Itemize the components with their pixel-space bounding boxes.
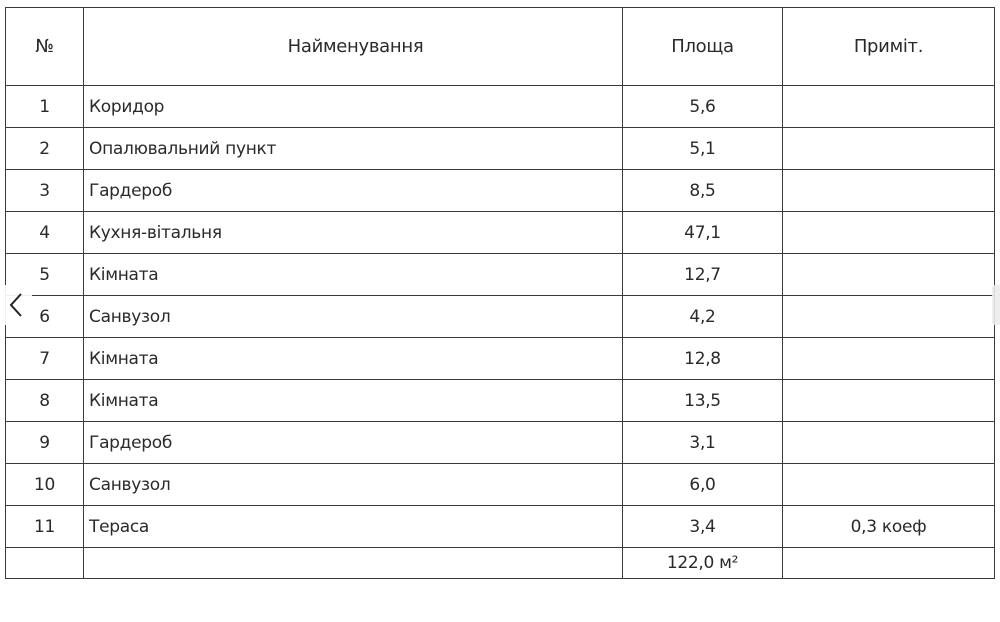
row-area: 6,0 — [623, 464, 783, 506]
table-header-row — [6, 8, 995, 86]
row-note — [783, 338, 995, 380]
table-row — [6, 422, 995, 464]
row-number: 6 — [6, 296, 84, 338]
row-note — [783, 464, 995, 506]
total-number-cell — [6, 548, 84, 579]
total-row — [6, 548, 995, 579]
row-note: 0,3 коеф — [783, 506, 995, 548]
row-number: 9 — [6, 422, 84, 464]
row-number: 5 — [6, 254, 84, 296]
row-name: Кiмната — [84, 380, 623, 422]
row-note — [783, 380, 995, 422]
total-area: 122,0 м² — [623, 548, 783, 579]
row-note — [783, 212, 995, 254]
table-row — [6, 128, 995, 170]
row-name: Кухня-вiтальня — [84, 212, 623, 254]
row-number: 7 — [6, 338, 84, 380]
row-number: 8 — [6, 380, 84, 422]
room-area-table — [5, 7, 995, 579]
row-area: 8,5 — [623, 170, 783, 212]
row-name: Тераса — [84, 506, 623, 548]
row-number: 4 — [6, 212, 84, 254]
row-name: Кiмната — [84, 338, 623, 380]
chevron-left-icon — [8, 292, 24, 318]
row-area: 47,1 — [623, 212, 783, 254]
header-area: Площа — [623, 8, 783, 86]
row-name: Гардероб — [84, 170, 623, 212]
row-area: 12,7 — [623, 254, 783, 296]
row-name: Кiмната — [84, 254, 623, 296]
row-name: Санвузол — [84, 464, 623, 506]
table-row — [6, 212, 995, 254]
row-name: Опалювальний пункт — [84, 128, 623, 170]
row-area: 5,6 — [623, 86, 783, 128]
row-area: 5,1 — [623, 128, 783, 170]
header-name: Найменування — [84, 8, 623, 86]
row-note — [783, 128, 995, 170]
row-area: 12,8 — [623, 338, 783, 380]
header-number: № — [6, 8, 84, 86]
header-note: Примiт. — [783, 8, 995, 86]
total-name-cell — [84, 548, 623, 579]
table-row — [6, 86, 995, 128]
row-name: Коридор — [84, 86, 623, 128]
table-row — [6, 254, 995, 296]
row-note — [783, 254, 995, 296]
row-number: 1 — [6, 86, 84, 128]
row-area: 3,1 — [623, 422, 783, 464]
previous-image-button[interactable] — [0, 285, 32, 325]
row-note — [783, 170, 995, 212]
table-row — [6, 506, 995, 548]
row-number: 11 — [6, 506, 84, 548]
row-note — [783, 296, 995, 338]
table-row — [6, 464, 995, 506]
total-note-cell — [783, 548, 995, 579]
row-note — [783, 86, 995, 128]
table-row — [6, 296, 995, 338]
row-name: Гардероб — [84, 422, 623, 464]
row-name: Санвузол — [84, 296, 623, 338]
row-area: 13,5 — [623, 380, 783, 422]
table-row — [6, 170, 995, 212]
row-number: 3 — [6, 170, 84, 212]
next-image-button[interactable] — [992, 285, 1000, 325]
table-row — [6, 380, 995, 422]
row-number: 2 — [6, 128, 84, 170]
row-area: 4,2 — [623, 296, 783, 338]
row-area: 3,4 — [623, 506, 783, 548]
table-row — [6, 338, 995, 380]
row-number: 10 — [6, 464, 84, 506]
row-note — [783, 422, 995, 464]
